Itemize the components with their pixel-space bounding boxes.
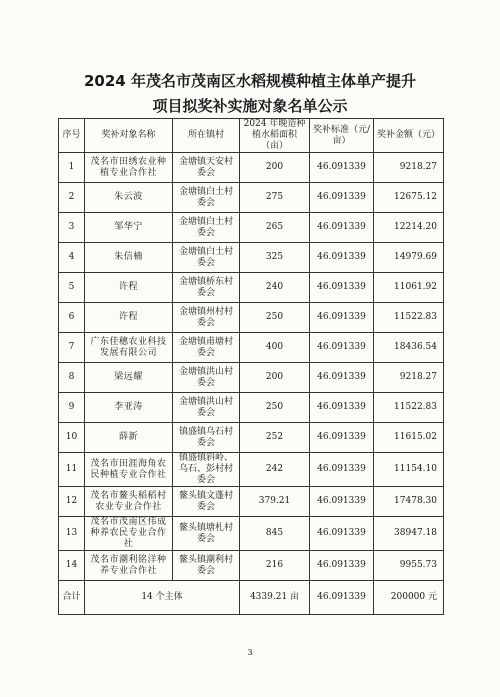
cell-amount: 9218.27 (374, 153, 444, 183)
cell-amount: 9955.73 (374, 551, 444, 581)
document-title-line2: 项目拟奖补实施对象名单公示 (152, 97, 348, 115)
cell-amount: 9218.27 (374, 363, 444, 393)
cell-area: 400 (240, 333, 310, 363)
table-row (59, 243, 444, 273)
cell-no: 1 (59, 153, 85, 183)
table-row (59, 273, 444, 303)
cell-std: 46.091339 (310, 333, 374, 363)
cell-town: 金塘镇白土村委会 (173, 213, 240, 243)
cell-std: 46.091339 (310, 393, 374, 423)
cell-amount: 11061.92 (374, 273, 444, 303)
cell-area: 242 (240, 453, 310, 487)
cell-town: 金塘镇天安村委会 (173, 153, 240, 183)
cell-no: 14 (59, 551, 85, 581)
header-name: 奖补对象名称 (85, 119, 173, 153)
cell-area: 275 (240, 183, 310, 213)
cell-std: 46.091339 (310, 363, 374, 393)
table-row (59, 551, 444, 581)
header-town: 所在镇村 (173, 119, 240, 153)
cell-area: 325 (240, 243, 310, 273)
cell-town: 金塘镇洪山村委会 (173, 393, 240, 423)
cell-amount: 18436.54 (374, 333, 444, 363)
cell-area: 250 (240, 393, 310, 423)
cell-std: 46.091339 (310, 517, 374, 551)
cell-no: 7 (59, 333, 85, 363)
cell-town: 鳌头镇潮利村委会 (173, 551, 240, 581)
cell-name: 梁远耀 (85, 363, 173, 393)
table-row (59, 363, 444, 393)
document-title-line1: 2024 年茂名市茂南区水稻规模种植主体单产提升 (84, 72, 416, 90)
table-row (59, 393, 444, 423)
total-area: 4339.21 亩 (240, 581, 310, 615)
cell-no: 6 (59, 303, 85, 333)
cell-area: 845 (240, 517, 310, 551)
cell-std: 46.091339 (310, 551, 374, 581)
cell-amount: 14979.69 (374, 243, 444, 273)
cell-town: 金塘镇白土村委会 (173, 183, 240, 213)
cell-town: 金塘镇洪山村委会 (173, 363, 240, 393)
cell-amount: 11522.83 (374, 393, 444, 423)
cell-town: 金塘镇桥东村委会 (173, 273, 240, 303)
subsidy-table (58, 118, 444, 615)
cell-name: 茂名市潮利铭洋种养专业合作社 (85, 551, 173, 581)
total-row (59, 581, 444, 615)
cell-town: 镇盛镇斜岭、乌石、彭村村委会 (173, 453, 240, 487)
cell-amount: 12214.20 (374, 213, 444, 243)
cell-std: 46.091339 (310, 453, 374, 487)
cell-name: 朱云波 (85, 183, 173, 213)
cell-amount: 11615.02 (374, 423, 444, 453)
table-header-row (59, 119, 444, 153)
cell-town: 金塘镇州村村委会 (173, 303, 240, 333)
cell-area: 200 (240, 363, 310, 393)
cell-std: 46.091339 (310, 183, 374, 213)
header-std: 奖补标准（元/亩） (310, 119, 374, 153)
cell-name: 茂名市田涯海角农民种植专业合作社 (85, 453, 173, 487)
table-row (59, 183, 444, 213)
cell-no: 13 (59, 517, 85, 551)
table-row (59, 213, 444, 243)
cell-area: 200 (240, 153, 310, 183)
cell-name: 茂名市田绣农业种植专业合作社 (85, 153, 173, 183)
cell-area: 379.21 (240, 487, 310, 517)
cell-town: 金塘镇白土村委会 (173, 243, 240, 273)
cell-town: 金塘镇甫塘村委会 (173, 333, 240, 363)
table-row (59, 423, 444, 453)
cell-std: 46.091339 (310, 153, 374, 183)
cell-name: 许程 (85, 303, 173, 333)
cell-no: 11 (59, 453, 85, 487)
cell-name: 薛新 (85, 423, 173, 453)
cell-area: 216 (240, 551, 310, 581)
cell-std: 46.091339 (310, 303, 374, 333)
page-number: 3 (247, 648, 253, 657)
table-row (59, 153, 444, 183)
cell-town: 鳌头镇塘札村委会 (173, 517, 240, 551)
cell-std: 46.091339 (310, 213, 374, 243)
cell-std: 46.091339 (310, 423, 374, 453)
cell-no: 2 (59, 183, 85, 213)
cell-area: 265 (240, 213, 310, 243)
cell-area: 252 (240, 423, 310, 453)
total-std: 46.091339 (310, 581, 374, 615)
table-row (59, 517, 444, 551)
total-label: 合计 (59, 581, 85, 615)
table-row (59, 303, 444, 333)
cell-name: 茂名市鳌头稻稻村农业专业合作社 (85, 487, 173, 517)
cell-name: 朱信楠 (85, 243, 173, 273)
table-row (59, 333, 444, 363)
cell-amount: 38947.18 (374, 517, 444, 551)
cell-std: 46.091339 (310, 487, 374, 517)
table-row (59, 487, 444, 517)
total-subjects: 14 个主体 (85, 581, 240, 615)
total-amount: 200000 元 (374, 581, 444, 615)
cell-no: 8 (59, 363, 85, 393)
cell-no: 9 (59, 393, 85, 423)
table-body (59, 153, 444, 581)
cell-town: 镇盛镇乌石村委会 (173, 423, 240, 453)
header-amount: 奖补金额（元） (374, 119, 444, 153)
cell-std: 46.091339 (310, 273, 374, 303)
cell-std: 46.091339 (310, 243, 374, 273)
cell-name: 邹华宁 (85, 213, 173, 243)
table-row (59, 453, 444, 487)
cell-amount: 12675.12 (374, 183, 444, 213)
cell-no: 4 (59, 243, 85, 273)
header-area: 2024 年晚造种植水稻面积（亩） (240, 119, 310, 153)
cell-amount: 11154.10 (374, 453, 444, 487)
cell-name: 广东佳穗农业科技发展有限公司 (85, 333, 173, 363)
cell-name: 茂名市茂南区伟成种养农民专业合作社 (85, 517, 173, 551)
cell-town: 鳌头镇文蓬村委会 (173, 487, 240, 517)
cell-amount: 11522.83 (374, 303, 444, 333)
cell-no: 5 (59, 273, 85, 303)
cell-name: 李亚涛 (85, 393, 173, 423)
cell-amount: 17478.30 (374, 487, 444, 517)
cell-name: 许程 (85, 273, 173, 303)
cell-no: 3 (59, 213, 85, 243)
cell-no: 12 (59, 487, 85, 517)
cell-no: 10 (59, 423, 85, 453)
cell-area: 240 (240, 273, 310, 303)
cell-area: 250 (240, 303, 310, 333)
header-no: 序号 (59, 119, 85, 153)
